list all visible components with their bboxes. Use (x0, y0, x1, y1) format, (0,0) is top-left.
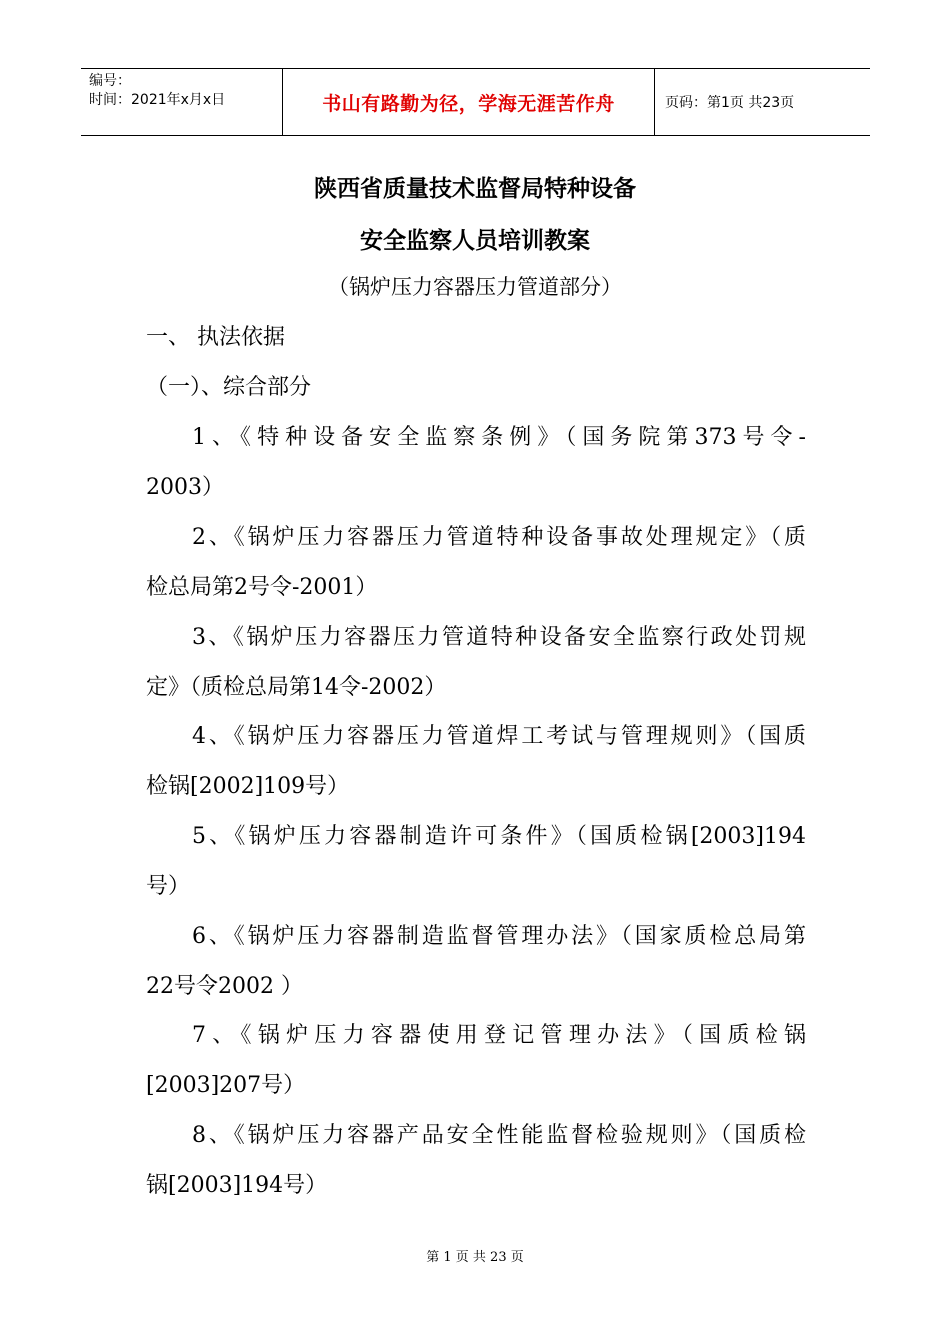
list-item-5-line2: 号） (146, 874, 191, 899)
document-time-label: 时间：2021年x月x日 (89, 92, 226, 108)
page-footer-number: 第 1 页 共 23 页 (426, 1250, 524, 1265)
document-title-line2: 安全监察人员培训教案 (360, 228, 590, 254)
list-item-7-line1: 7、《锅炉压力容器使用登记管理办法》（国质检锅 (192, 1023, 806, 1048)
list-item-1-line1: 1、《特种设备安全监察条例》（国务院第373号令- (192, 425, 806, 450)
document-title-line1: 陕西省质量技术监督局特种设备 (314, 176, 636, 202)
list-item-3-line1: 3、《锅炉压力容器压力管道特种设备安全监察行政处罚规 (192, 625, 806, 650)
list-item-1-line2: 2003） (146, 475, 224, 500)
list-item-2-line2: 检总局第2号令-2001） (146, 575, 378, 600)
header-meta (81, 69, 282, 135)
list-item-2-line1: 2、《锅炉压力容器压力管道特种设备事故处理规定》（质 (192, 525, 806, 550)
list-item-3-line2: 定》（质检总局第14令-2002） (146, 675, 447, 700)
header-page-info: 页码：第1页 共23页 (665, 95, 795, 111)
list-item-8-line1: 8、《锅炉压力容器产品安全性能监督检验规则》（国质检 (192, 1123, 806, 1148)
document-number-label: 编号： (89, 73, 131, 89)
page-header (81, 68, 870, 136)
list-item-4-line1: 4、《锅炉压力容器压力管道焊工考试与管理规则》（国质 (192, 724, 806, 749)
header-motto: 书山有路勤为径，学海无涯苦作舟 (282, 69, 655, 135)
document-subtitle: （锅炉压力容器压力管道部分） (328, 275, 622, 299)
list-item-7-line2: [2003]207号） (146, 1073, 306, 1098)
section-heading: 一、 执法依据 (146, 325, 285, 350)
list-item-6-line2: 22号令2002 ） (146, 974, 303, 999)
list-item-6-line1: 6、《锅炉压力容器制造监督管理办法》（国家质检总局第 (192, 924, 806, 949)
list-item-5-line1: 5、《锅炉压力容器制造许可条件》（国质检锅[2003]194 (192, 824, 806, 849)
list-item-8-line2: 锅[2003]194号） (146, 1173, 328, 1198)
subsection-heading: （一）、综合部分 (146, 375, 312, 400)
list-item-4-line2: 检锅[2002]109号） (146, 774, 350, 799)
